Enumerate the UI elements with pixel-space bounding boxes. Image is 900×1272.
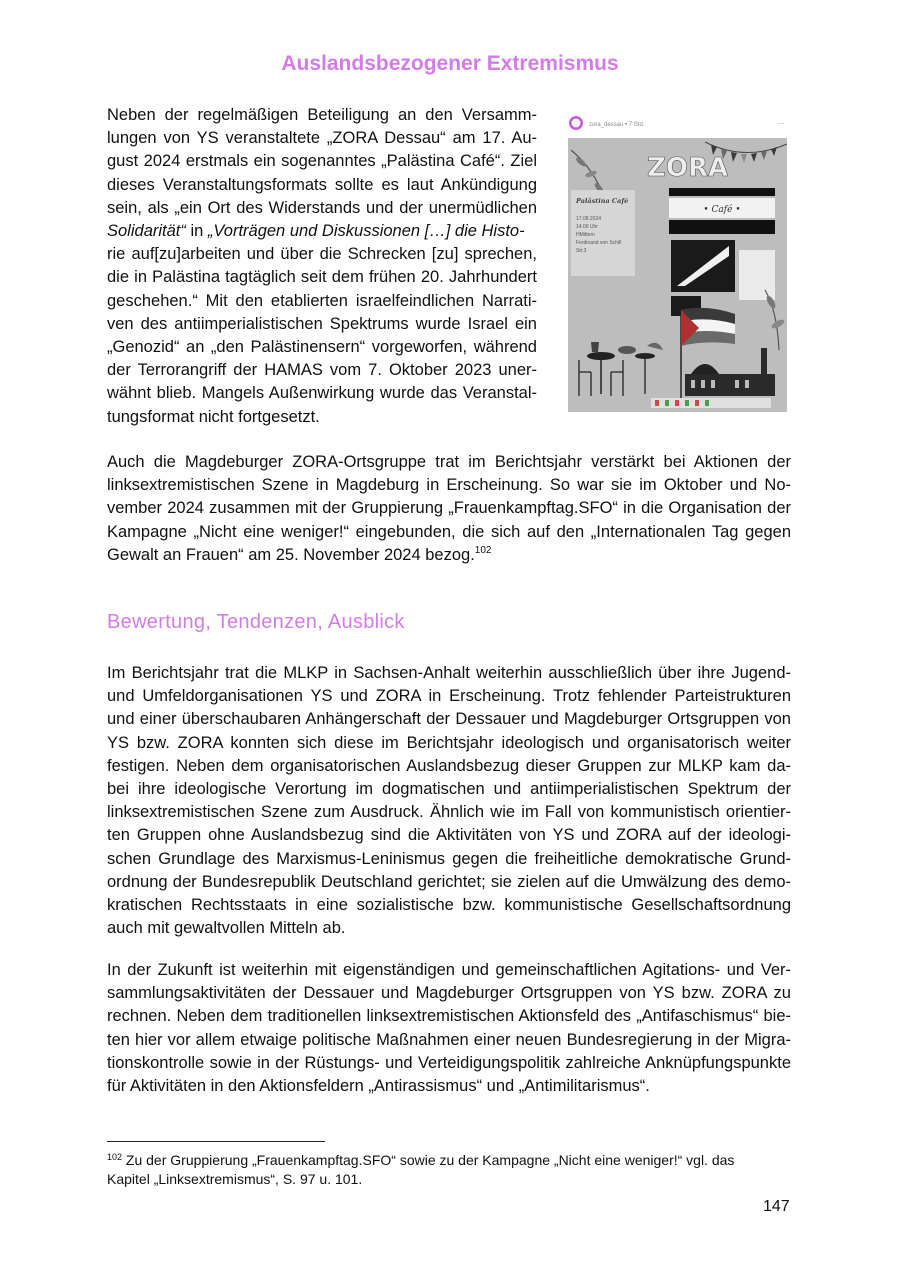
text-line: dieses Veranstaltungsformats sollte es laut Ankündigung (107, 175, 537, 194)
page-number: 147 (763, 1198, 790, 1215)
text-line: und Umfeldorganisationen YS und ZORA in Erscheinung. Trotz fehlender Parteistrukturen (107, 687, 791, 706)
text-line: rechnen. Neben dem traditionellen linksextremistischen Aktionsfeld des „Antifaschismus“ bie- (107, 1007, 791, 1026)
paragraph-palaestina-cafe (107, 104, 537, 429)
text-line: ven des antiimperialistischen Spektrums wurde Israel ein (107, 314, 537, 333)
svg-text:Ferdinand von Schill: Ferdinand von Schill (576, 240, 622, 246)
poster-illustration (565, 110, 790, 415)
text-line: tionskontrolle sowie in der Rüstungs- und Verteidigungspolitik zahlreiche Anknüpfungspunkte (107, 1053, 791, 1072)
footnote-reference[interactable]: 102 (474, 544, 492, 556)
text-line: geschehen.“ Mit den etablierten israelfeindlichen Narrati- (107, 291, 537, 310)
footnote-number: 102 (107, 1152, 123, 1162)
palaestina-cafe-poster-image (565, 110, 790, 415)
section-heading: Bewertung, Tendenzen, Ausblick (107, 611, 405, 633)
text-fragment: Gewalt an Frauen“ am 25. November 2024 bezog. (107, 545, 475, 564)
text-line: ordnung der Bundesrepublik Deutschland gerichtet; sie zielen auf die Umwälzung des demo- (107, 872, 791, 891)
paragraph-magdeburg-zora (107, 451, 791, 567)
svg-text:Str.3: Str.3 (576, 248, 587, 254)
text-line: YS bzw. ZORA konnten sich diese im Berichtsjahr ideologisch und organisatorisch weiter (107, 733, 791, 752)
footnote-102 (107, 1151, 791, 1188)
text-line: und einer überschaubaren Anhängerschaft der Dessauer und Magdeburger Ortsgruppen von (107, 710, 791, 729)
text-line: gust 2024 erstmals ein sogenanntes „Palästina Café“. Ziel (107, 152, 537, 171)
svg-text:HMittern: HMittern (576, 232, 595, 238)
text-line: sammlungsaktivitäten der Dessauer und Magdeburger Ortsgruppen von YS bzw. ZORA zu (107, 984, 791, 1003)
footnote-text-line: Kapitel „Linksextremismus“, S. 97 u. 101. (107, 1170, 363, 1187)
text-fragment: in (185, 222, 208, 241)
quote-italic: Solidarität“ (107, 222, 186, 241)
text-line: festigen. Neben dem organisatorischen Auslandsbezug dieser Gruppen zur MLKP kam da- (107, 756, 791, 775)
text-line: sein, als „ein Ort des Widerstands und der unermüdlichen (107, 198, 537, 217)
text-line: Auch die Magdeburger ZORA-Ortsgruppe trat im Berichtsjahr verstärkt bei Aktionen der (107, 453, 791, 471)
text-line (107, 544, 791, 567)
page-header-title: Auslandsbezogener Extremismus (281, 52, 619, 75)
text-line: für Aktivitäten in den Aktionsfeldern „Antirassismus“ und „Antimilitarismus“. (107, 1077, 650, 1096)
text-line: ten hier vor allem etwaige politische Maßnahmen einer neuen Bundesregierung in der Migra- (107, 1030, 791, 1049)
text-line: Kampagne „Nicht eine weniger!“ eingebunden, die sich auf den „Internationalen Tag gegen (107, 522, 791, 541)
zora-logo: ZORA (647, 153, 729, 183)
text-line: die in Palästina tagtäglich seit dem frühen 20. Jahrhundert (107, 268, 537, 287)
text-line (107, 220, 537, 243)
text-line: „Genozid“ an „den Palästinensern“ vorgeworfen, während (107, 338, 537, 357)
text-line: schen Grundlage des Marxismus-Leninismus gegen die freiheitliche demokratische Grund- (107, 849, 791, 868)
cafe-label: • Café • (703, 205, 741, 215)
text-line: rie auf[zu]arbeiten und über die Schrecken [zu] sprechen, (107, 245, 537, 264)
text-line: Neben der regelmäßigen Beteiligung an den Versamm- (107, 106, 537, 124)
svg-text:17.08.2024: 17.08.2024 (576, 216, 602, 222)
text-line: bei ihre ideologische Verortung im dogmatischen und antiimperialistischen Spektrum der (107, 780, 791, 799)
text-line: Im Berichtsjahr trat die MLKP in Sachsen-Anhalt weiterhin ausschließlich über ihre Jugend- (107, 664, 791, 682)
text-line: lungen von YS veranstaltete „ZORA Dessau“ am 17. Au- (107, 129, 537, 148)
text-line: linksextremistischen Szene in Magdeburg in Erscheinung. So war sie im Oktober und No- (107, 476, 791, 495)
footnote-text-line: Zu der Gruppierung „Frauenkampftag.SFO“ sowie zu der Kampagne „Nicht eine weniger!“ vgl. das (122, 1152, 735, 1168)
paragraph-ausblick (107, 959, 791, 1098)
text-line: wähnt blieb. Mangels Außenwirkung wurde das Veranstal- (107, 384, 537, 403)
footnote-divider (107, 1141, 325, 1142)
text-line: tungsformat nicht fortgesetzt. (107, 407, 320, 426)
paragraph-bewertung (107, 662, 791, 940)
text-line: linksextremistischen Szene zum Ausdruck. Ähnlich wie im Fall von kommunistisch orientier- (107, 803, 791, 822)
text-line: ten Gruppen ohne Auslandsbezug sind die Aktivitäten von YS und ZORA auf der ideologi- (107, 826, 791, 845)
text-line: kratischen Rechtsstaats in eine sozialistische bzw. kommunistische Gesellschaftsordnung (107, 896, 791, 915)
event-title: Palästina Café (576, 197, 629, 205)
svg-text:14.00 Uhr: 14.00 Uhr (576, 224, 598, 230)
text-line: auch mit gewaltvollen Mitteln ab. (107, 919, 346, 938)
svg-text:···: ··· (777, 119, 785, 128)
quote-italic: „Vorträgen und Diskussionen […] die Histo- (207, 222, 525, 241)
text-line: In der Zukunft ist weiterhin mit eigenständigen und gemeinschaftlichen Agitations- und Ver- (107, 961, 791, 979)
text-line: vember 2024 zusammen mit der Gruppierung „Frauenkampftag.SFO“ in die Organisation der (107, 499, 791, 518)
text-line: der Terrorangriff der HAMAS vom 7. Oktober 2023 uner- (107, 361, 537, 380)
poster-username: zora_dessau • 7 Std. (589, 122, 645, 128)
